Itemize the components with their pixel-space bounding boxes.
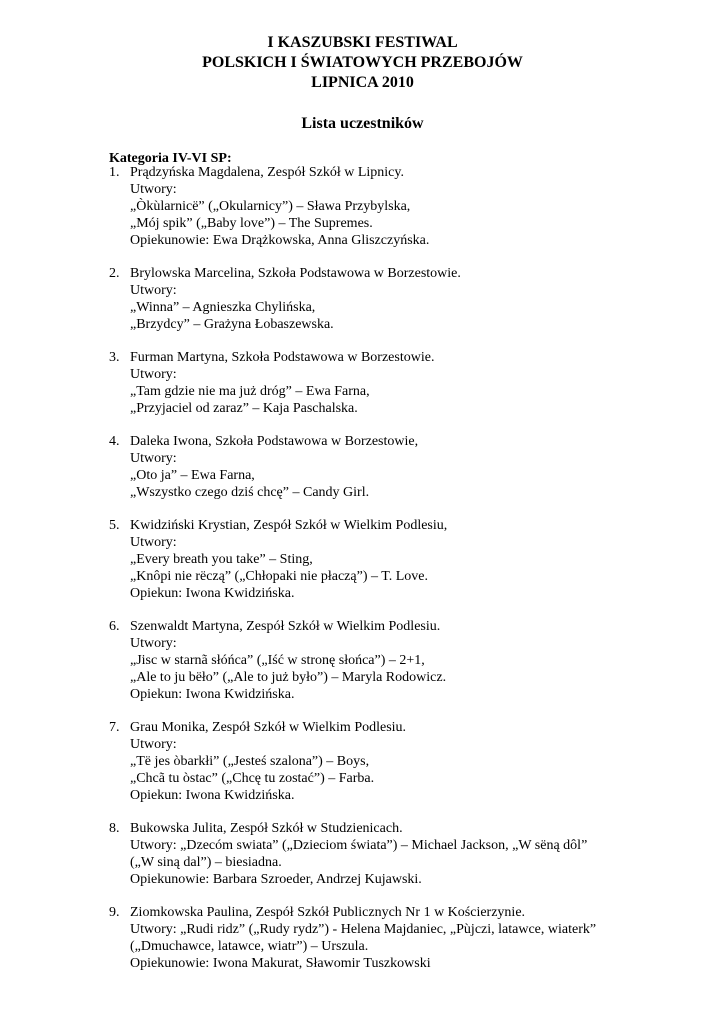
entry-detail-line: Utwory: (130, 451, 177, 466)
entry-participant: Prądzyńska Magdalena, Zespół Szkół w Lipnicy. (130, 165, 404, 180)
title-line-1: I KASZUBSKI FESTIWAL (267, 34, 458, 51)
entry-detail-line: Opiekun: Iwona Kwidzińska. (130, 586, 295, 601)
entry-detail-line: „Przyjaciel od zaraz” – Kaja Paschalska. (130, 401, 358, 416)
category-heading: Kategoria IV-VI SP: (109, 151, 232, 166)
entry-number: 1. (109, 165, 120, 180)
entry-number: 2. (109, 266, 120, 281)
entry-number: 9. (109, 905, 120, 920)
entry-participant: Daleka Iwona, Szkoła Podstawowa w Borzestowie, (130, 434, 419, 449)
entry-detail-line: „Wszystko czego dziś chcę” – Candy Girl. (130, 485, 370, 500)
entry-participant: Kwidziński Krystian, Zespół Szkół w Wielkim Podlesiu, (130, 518, 448, 533)
entry-participant: Brylowska Marcelina, Szkoła Podstawowa w Borzestowie. (130, 266, 461, 281)
entry-detail-line: „Ale to ju bëło” („Ale to już było”) – Maryla Rodowicz. (130, 670, 447, 685)
entry-detail-line: „Knôpi nie rëczą” („Chłopaki nie płaczą”) – T. Love. (130, 569, 429, 584)
entry-detail-line: Opiekun: Iwona Kwidzińska. (130, 687, 295, 702)
entry-participant: Bukowska Julita, Zespół Szkół w Studzienicach. (130, 821, 403, 836)
festival-title (0, 33, 725, 93)
entry-detail-line: Utwory: (130, 182, 177, 197)
entry-detail-line: „Winna” – Agnieszka Chylińska, (130, 300, 316, 315)
entry-detail-line: Utwory: (130, 367, 177, 382)
participants-list-heading: Lista uczestników (301, 115, 424, 132)
entry-participant: Furman Martyna, Szkoła Podstawowa w Borzestowie. (130, 350, 435, 365)
entry-detail-line: „Brzydcy” – Grażyna Łobaszewska. (130, 317, 334, 332)
entry-detail-line: Utwory: (130, 636, 177, 651)
entry-detail-line: „Every breath you take” – Sting, (130, 552, 313, 567)
entry-participant: Szenwaldt Martyna, Zespół Szkół w Wielkim Podlesiu. (130, 619, 441, 634)
entry-number: 8. (109, 821, 120, 836)
entry-participant: Grau Monika, Zespół Szkół w Wielkim Podlesiu. (130, 720, 407, 735)
entry-detail-line: „Òkùlarnicë” („Okularnicy”) – Sława Przybylska, (130, 199, 411, 214)
entry-number: 4. (109, 434, 120, 449)
entry-detail-line: Utwory: (130, 283, 177, 298)
entry-detail-line: Utwory: „Rudi ridz” („Rudy rydz”) - Helena Majdaniec, „Pùjczi, latawce, wiaterk” (130, 922, 597, 937)
entry-detail-line: Opiekunowie: Ewa Drążkowska, Anna Gliszczyńska. (130, 233, 430, 248)
entry-detail-line: Utwory: (130, 535, 177, 550)
title-line-3: LIPNICA 2010 (311, 74, 414, 91)
entry-detail-line: „Jisc w starnã słóńca” („Iść w stronę słońca”) – 2+1, (130, 653, 425, 668)
entry-detail-line: „Oto ja” – Ewa Farna, (130, 468, 255, 483)
entry-detail-line: („W siną dal”) – biesiadna. (130, 855, 282, 870)
entry-detail-line: „Tam gdzie nie ma już dróg” – Ewa Farna, (130, 384, 370, 399)
entry-detail-line: „Chcã tu òstac” („Chcę tu zostać”) – Farba. (130, 771, 375, 786)
entry-detail-line: Utwory: (130, 737, 177, 752)
entry-detail-line: („Dmuchawce, latawce, wiatr”) – Urszula. (130, 939, 369, 954)
entry-detail-line: „Të jes òbarkłi” („Jesteś szalona”) – Boys, (130, 754, 370, 769)
entry-number: 7. (109, 720, 120, 735)
entry-number: 3. (109, 350, 120, 365)
entry-detail-line: Utwory: „Dzecóm swiata” („Dzieciom świata”) – Michael Jackson, „W sëną dôl” (130, 838, 588, 853)
entry-detail-line: Opiekunowie: Iwona Makurat, Sławomir Tuszkowski (130, 956, 431, 971)
entry-detail-line: Opiekun: Iwona Kwidzińska. (130, 788, 295, 803)
entry-detail-line: „Mój spik” („Baby love”) – The Supremes. (130, 216, 373, 231)
entry-number: 6. (109, 619, 120, 634)
title-line-2: POLSKICH I ŚWIATOWYCH PRZEBOJÓW (202, 54, 523, 71)
entry-number: 5. (109, 518, 120, 533)
entry-participant: Ziomkowska Paulina, Zespół Szkół Publicznych Nr 1 w Kościerzynie. (130, 905, 526, 920)
entry-detail-line: Opiekunowie: Barbara Szroeder, Andrzej Kujawski. (130, 872, 422, 887)
